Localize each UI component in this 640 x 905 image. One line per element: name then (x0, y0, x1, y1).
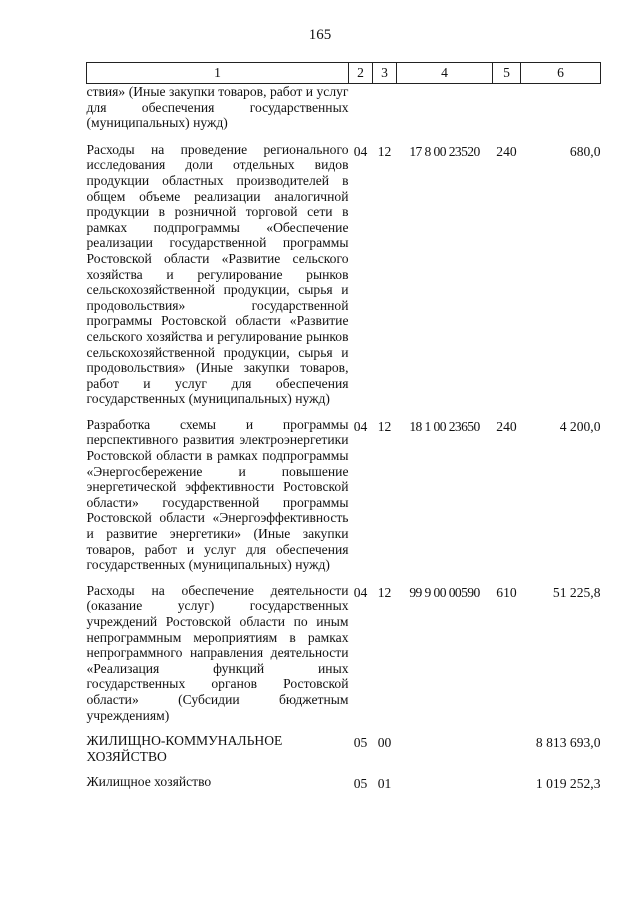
table-row (87, 84, 601, 136)
column-header: 6 (521, 63, 601, 84)
table-row (87, 136, 601, 411)
row-section: 04 (353, 584, 368, 600)
row-section: 05 (353, 776, 368, 792)
row-expense-type (493, 727, 521, 768)
row-subsection: 12 (377, 418, 392, 434)
row-expense-type (493, 84, 521, 136)
row-section: 04 (353, 418, 368, 434)
row-amount: 4 200,0 (559, 418, 601, 434)
row-subsection: 00 (377, 735, 392, 751)
row-target-code: 17 8 00 23520 (409, 143, 480, 159)
column-header: 5 (493, 63, 521, 84)
page-number: 165 (308, 27, 332, 43)
row-subsection (373, 84, 397, 136)
table-row (87, 727, 601, 768)
row-target-code: 18 1 00 23650 (409, 418, 480, 434)
row-expense-type (493, 768, 521, 796)
row-description: ствия» (Иные закупки товаров, работ и услуг для обеспечения государственных (муниципальных) нужд) (86, 84, 349, 131)
column-header: 1 (87, 63, 349, 84)
row-target-code (397, 727, 493, 768)
row-amount: 8 813 693,0 (535, 735, 601, 751)
row-description: Расходы на проведение регионального исследования доли отдельных видов продукции областных производителей в общем объеме реализации аналогичной продукции в розничной торговой сети в рамках подпрограммы «Обеспечение реализации государственной программы Ростовской области «Развитие сельского хозяйства и регулирование рынков сельскохозяйственной продукции, сырья и продовольствия» государственной программы Ростовской области «Развитие сельского хозяйства и регулирование рынков сельскохозяйственной продукции, сырья и продовольствия» (Иные закупки товаров, работ и услуг для обеспечения государственных (муниципальных) нужд) (86, 141, 349, 407)
row-expense-type: 240 (496, 418, 517, 434)
row-expense-type: 610 (496, 584, 517, 600)
row-description: ЖИЛИЩНО-КОММУНАЛЬНОЕ ХОЗЯЙСТВО (86, 733, 283, 764)
row-subsection: 12 (377, 143, 392, 159)
column-header: 2 (349, 63, 373, 84)
budget-table (86, 62, 601, 796)
row-section: 04 (353, 143, 368, 159)
row-subsection: 12 (377, 584, 392, 600)
row-description: Расходы на обеспечение деятельности (оказание услуг) государственных учреждений Ростовской области по иным непрограммным мероприятиям в рамках непрограммного направления деятельности «Реализация функций иных государственных органов Ростовской области» (Субсидии бюджетным учреждениям) (86, 582, 349, 723)
row-description: Жилищное хозяйство (86, 774, 212, 790)
row-target-code (397, 84, 493, 136)
row-amount: 51 225,8 (552, 584, 601, 600)
row-subsection: 01 (377, 776, 392, 792)
table-row (87, 768, 601, 796)
row-section (349, 84, 373, 136)
column-header: 4 (397, 63, 493, 84)
row-target-code: 99 9 00 00590 (409, 584, 480, 600)
row-amount (521, 84, 601, 136)
row-expense-type: 240 (496, 143, 517, 159)
table-row (87, 577, 601, 727)
column-header: 3 (373, 63, 397, 84)
table-row (87, 411, 601, 577)
row-amount: 1 019 252,3 (535, 776, 601, 792)
row-section: 05 (353, 735, 368, 751)
row-description: Разработка схемы и программы перспективного развития электроэнергетики Ростовской области в рамках подпрограммы «Энергосбережение и повышение энергетической эффективности Ростовской области» государственной программы Ростовской области «Энергоэффективность и развитие энергетики» (Иные закупки товаров, работ и услуг для обеспечения государственных (муниципальных) нужд) (86, 416, 349, 573)
row-amount: 680,0 (569, 143, 601, 159)
row-target-code (397, 768, 493, 796)
table-header-row (87, 63, 601, 84)
